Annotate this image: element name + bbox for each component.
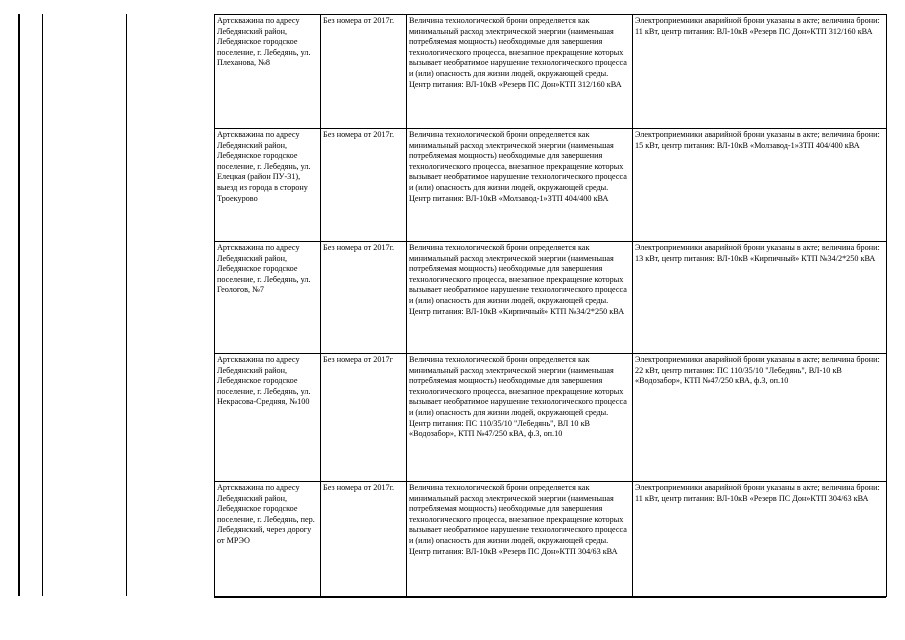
object-address-cell: Артскважина по адресу Лебедянский район, Лебедянское городское поселение, г. Лебедянь, ул. Геологов, №7	[215, 242, 321, 354]
table-row	[215, 15, 887, 129]
description-cell: Величина технологической брони определяется как минимальный расход электрической энергии (наименьшая потребляемая мощность) необходимые для завершения технологического процесса, внезапное прекращение которых вызывает необратимое нарушение технологического процесса и (или) опасность для жизни людей, окружающей среды. Центр питания: ПС 110/35/10 "Лебедянь", ВЛ 10 кВ «Водозабор», КТП №47/250 кВА, ф.3, оп.10	[407, 354, 633, 482]
note-cell: Электроприемники аварийной брони указаны в акте; величина брони: 11 кВт, центр питания: ВЛ-10кВ «Резерв ПС Дон»КТП 304/63 кВА	[633, 482, 887, 597]
document-cell: Без номера от 2017г.	[321, 242, 407, 354]
object-address-cell: Артскважина по адресу Лебедянский район, Лебедянское городское поселение, г. Лебедянь, ул. Елецкая (район ПУ-31), выезд из города в сторону Троекурово	[215, 129, 321, 242]
document-cell: Без номера от 2017г	[321, 354, 407, 482]
table-row	[215, 482, 887, 597]
document-cell: Без номера от 2017г.	[321, 482, 407, 597]
table-row	[215, 242, 887, 354]
reserve-table	[214, 14, 887, 597]
table-row	[215, 354, 887, 482]
table-bottom-border	[214, 596, 886, 598]
note-cell: Электроприемники аварийной брони указаны в акте; величина брони: 15 кВт, центр питания: ВЛ-10кВ «Молзавод-1»ЗТП 404/400 кВА	[633, 129, 887, 242]
table-row	[215, 129, 887, 242]
description-cell: Величина технологической брони определяется как минимальный расход электрической энергии (наименьшая потребляемая мощность) необходимые для завершения технологического процесса, внезапное прекращение которых вызывает необратимое нарушение технологического процесса и (или) опасность для жизни людей, окружающей среды. Центр питания: ВЛ-10кВ «Кирпичный» КТП №34/2*250 кВА	[407, 242, 633, 354]
note-cell: Электроприемники аварийной брони указаны в акте; величина брони: 22 кВт, центр питания: ПС 110/35/10 "Лебедянь", ВЛ-10 кВ «Водозабор», КТП №47/250 кВА, ф.3, оп.10	[633, 354, 887, 482]
note-cell: Электроприемники аварийной брони указаны в акте; величина брони: 13 кВт, центр питания: ВЛ-10кВ «Кирпичный» КТП №34/2*250 кВА	[633, 242, 887, 354]
left-column-border-2	[42, 14, 43, 596]
note-cell: Электроприемники аварийной брони указаны в акте; величина брони: 11 кВт, центр питания: ВЛ-10кВ «Резерв ПС Дон»КТП 312/160 кВА	[633, 15, 887, 129]
description-cell: Величина технологической брони определяется как минимальный расход электрической энергии (наименьшая потребляемая мощность) необходимые для завершения технологического процесса, внезапное прекращение которых вызывает необратимое нарушение технологического процесса и (или) опасность для жизни людей, окружающей среды. Центр питания: ВЛ-10кВ «Резерв ПС Дон»КТП 304/63 кВА	[407, 482, 633, 597]
document-cell: Без номера от 2017г.	[321, 15, 407, 129]
left-column-border-3	[126, 14, 127, 596]
description-cell: Величина технологической брони определяется как минимальный расход электрической энергии (наименьшая потребляемая мощность) необходимые для завершения технологического процесса, внезапное прекращение которых вызывает необратимое нарушение технологического процесса и (или) опасность для жизни людей, окружающей среды. Центр питания: ВЛ-10кВ «Молзавод-1»ЗТП 404/400 кВА	[407, 129, 633, 242]
object-address-cell: Артскважина по адресу Лебедянский район, Лебедянское городское поселение, г. Лебедянь, пер. Лебедянский, через дорогу от МРЭО	[215, 482, 321, 597]
document-cell: Без номера от 2017г.	[321, 129, 407, 242]
left-column-border-1	[18, 14, 20, 596]
object-address-cell: Артскважина по адресу Лебедянский район, Лебедянское городское поселение, г. Лебедянь, ул. Плеханова, №8	[215, 15, 321, 129]
object-address-cell: Артскважина по адресу Лебедянский район, Лебедянское городское поселение, г. Лебедянь, ул. Некрасова-Средняя, №100	[215, 354, 321, 482]
description-cell: Величина технологической брони определяется как минимальный расход электрической энергии (наименьшая потребляемая мощность) необходимые для завершения технологического процесса, внезапное прекращение которых вызывает необратимое нарушение технологического процесса и (или) опасность для жизни людей, окружающей среды. Центр питания: ВЛ-10кВ «Резерв ПС Дон»КТП 312/160 кВА	[407, 15, 633, 129]
